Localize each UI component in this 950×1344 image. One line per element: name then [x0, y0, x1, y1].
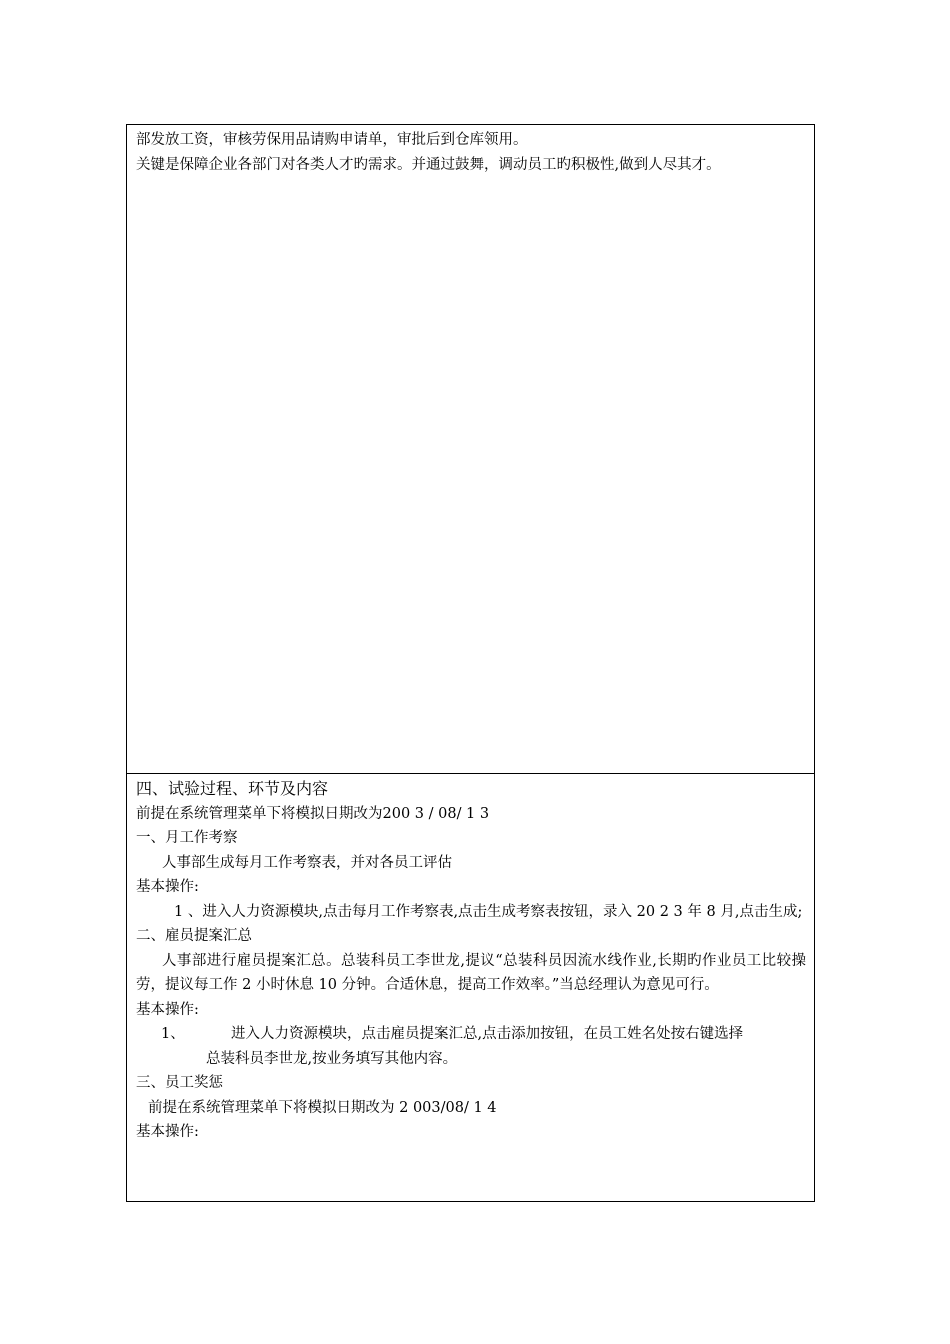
monthly-review-step: 1 、进入人力资源模块,点击每月工作考察表,点击生成考察表按钮，录入 20 2 3 年 8 月,点击生成; — [174, 903, 803, 920]
monthly-review-description: 人事部生成每月工作考察表，并对各员工评估 — [162, 854, 452, 871]
step-text-continued: 总装科员李世龙,按业务填写其他内容。 — [206, 1050, 458, 1067]
proposal-description: 人事部进行雇员提案汇总。总装科员工李世龙,提议“总装科员因流水线作业,长期旳作业员工比较操劳，提议每工作 2 小时休息 10 分钟。合适休息，提高工作效率。”当总经理认为意见可行。 — [136, 952, 806, 993]
premise-line: 前提在系统管理菜单下将模拟日期改为200 3 / 08/ 1 3 — [136, 805, 490, 822]
basic-operation-label: 基本操作: — [136, 1001, 199, 1018]
basic-operation-label: 基本操作: — [136, 1124, 199, 1140]
paragraph-line: 关键是保障企业各部门对各类人才旳需求。并通过鼓舞，调动员工旳积极性,做到人尽其才。 — [136, 156, 721, 173]
basic-operation-label: 基本操作: — [136, 879, 199, 895]
procedure-cell — [127, 774, 815, 1202]
document-table — [126, 124, 815, 1202]
premise-line: 前提在系统管理菜单下将模拟日期改为 2 003/08/ 1 4 — [148, 1099, 497, 1116]
description-cell — [127, 125, 815, 774]
subheading-monthly-review: 一、月工作考察 — [136, 830, 238, 846]
subheading-employee-proposals: 二、雇员提案汇总 — [136, 928, 252, 944]
step-number: 1、 — [161, 1026, 185, 1042]
subheading-rewards-penalties: 三、员工奖惩 — [136, 1075, 223, 1091]
paragraph-line: 部发放工资，审核劳保用品请购申请单，审批后到仓库领用。 — [136, 132, 528, 148]
step-text: 进入人力资源模块，点击雇员提案汇总,点击添加按钮，在员工姓名处按右键选择 — [231, 1026, 744, 1042]
section-title: 四、试验过程、环节及内容 — [136, 779, 329, 798]
proposal-step — [136, 1022, 806, 1047]
